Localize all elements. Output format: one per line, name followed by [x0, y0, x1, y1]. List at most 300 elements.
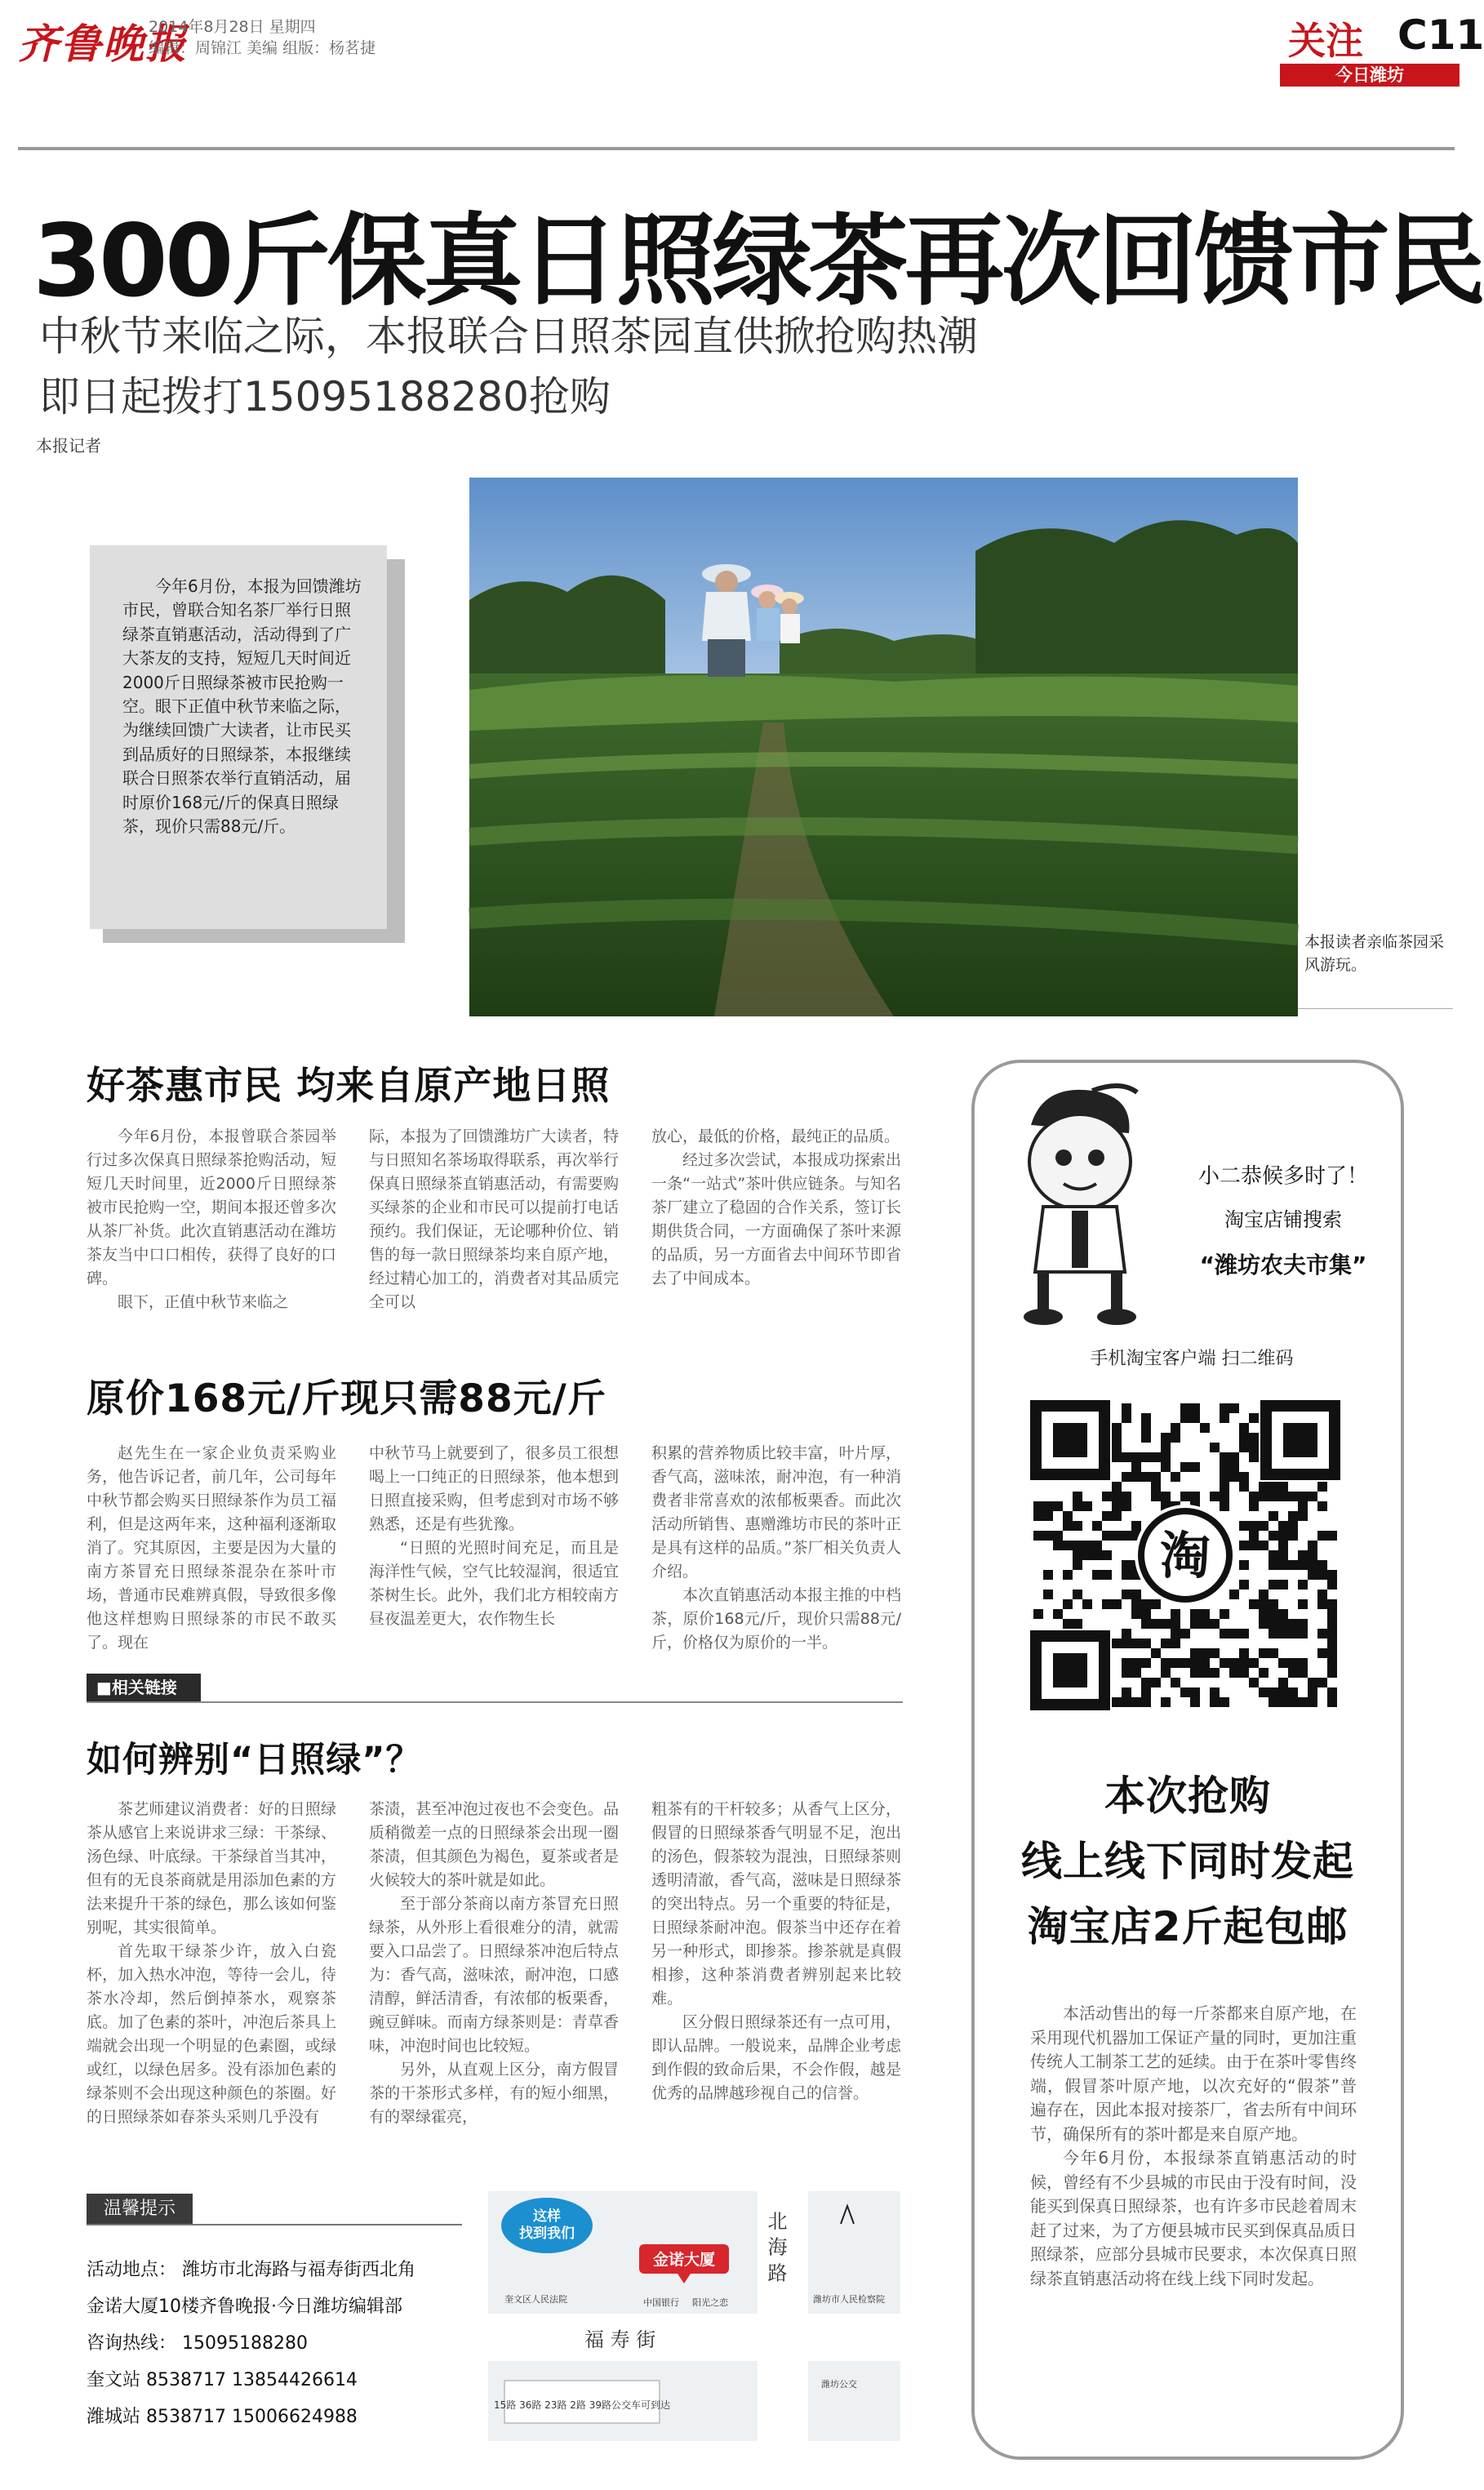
qr-module — [1043, 1531, 1053, 1541]
related-col3 — [651, 1798, 901, 2149]
qr-module — [1229, 1403, 1239, 1413]
qr-module — [1102, 1492, 1112, 1501]
qr-module — [1269, 1599, 1278, 1609]
map-road-fushou — [488, 2314, 900, 2361]
qr-module — [1151, 1599, 1161, 1609]
paragraph: 首先取干绿茶少许，放入白瓷杯，加入热水冲泡，等待一会儿，待茶水冷却，然后倒掉茶水，观察茶底。加了色素的茶叶，冲泡后茶具上端就会出现一个明显的色素圈，或绿或红，以绿色居多。没有添加色素的绿茶则不会出现这种颜色的茶圈。好的日照绿茶如春茶头采则几乎没有 — [87, 1942, 336, 2126]
qr-module — [1317, 1599, 1327, 1609]
qr-module — [1131, 1609, 1141, 1619]
qr-module — [1288, 1629, 1298, 1639]
qr-module — [1092, 1550, 1102, 1560]
section2-body — [87, 1442, 903, 1652]
qr-module — [1210, 1648, 1220, 1658]
paragraph: 眼下，正值中秋节来临之 — [118, 1293, 289, 1311]
qr-module — [1073, 1492, 1082, 1501]
panel-search-hint: 淘宝店铺搜索 — [1224, 1208, 1342, 1231]
qr-module — [1298, 1697, 1308, 1707]
page-number: C11 — [1397, 11, 1484, 59]
qr-module — [1220, 1609, 1229, 1619]
qr-module — [1269, 1687, 1278, 1697]
qr-module — [1141, 1452, 1151, 1462]
qr-module — [1308, 1687, 1317, 1697]
subheadline-2: 即日起拨打15095188280抢购 — [39, 373, 611, 420]
qr-module — [1239, 1521, 1249, 1531]
paragraph: 粗茶有的干杆较多；从香气上区分，假冒的日照绿茶香气明显不足，泡出的汤色，假茶较为混浊，日照绿茶则透明清澈，香气高，滋味是日照绿茶的突出特点。另一个重要的特征是，日照绿茶耐冲泡。假茶当中还存在着另一种形式，即掺茶。掺茶就是真假相掺，这种茶消费者辨别起来比较难。 — [651, 1800, 901, 2008]
qr-module — [1180, 1403, 1190, 1413]
qr-module — [1308, 1541, 1317, 1550]
qr-module — [1288, 1531, 1298, 1541]
qr-module — [1122, 1560, 1131, 1570]
qr-module — [1249, 1678, 1259, 1687]
qr-module — [1259, 1482, 1269, 1492]
qr-module — [1171, 1658, 1180, 1668]
qr-module — [1131, 1521, 1141, 1531]
qr-module — [1229, 1629, 1239, 1639]
qr-module — [1033, 1531, 1043, 1541]
promo-line-3: 淘宝店2斤起包邮 — [1027, 1903, 1348, 1950]
qr-module — [1063, 1619, 1073, 1629]
qr-module — [1229, 1452, 1239, 1462]
qr-module — [1151, 1452, 1161, 1462]
qr-module — [1043, 1501, 1053, 1511]
qr-module — [1190, 1697, 1200, 1707]
qr-module — [1327, 1580, 1337, 1590]
related-title: 如何辨别“日照绿”？ — [87, 1740, 422, 1781]
qr-module — [1239, 1423, 1249, 1433]
qr-module — [1073, 1521, 1082, 1531]
qr-module — [1122, 1570, 1131, 1580]
tea-garden-illustration — [469, 478, 1298, 1016]
qr-module — [1298, 1580, 1308, 1590]
qr-module — [1122, 1472, 1131, 1482]
qr-module — [1141, 1599, 1151, 1609]
qr-module — [1249, 1413, 1259, 1423]
qr-module — [1317, 1531, 1327, 1541]
qr-module — [1239, 1668, 1249, 1678]
qr-module — [1249, 1452, 1259, 1462]
related-body — [87, 1798, 903, 2149]
svg-text:金诺大厦: 金诺大厦 — [652, 2251, 716, 2269]
qr-module — [1220, 1472, 1229, 1482]
qr-module — [1122, 1501, 1131, 1511]
qr-module — [1112, 1531, 1122, 1541]
qr-module — [1112, 1697, 1122, 1707]
qr-module — [1131, 1590, 1141, 1599]
panel-shop-name: “潍坊农夫市集” — [1199, 1252, 1367, 1278]
qr-module — [1239, 1443, 1249, 1452]
qr-module — [1317, 1678, 1327, 1687]
qr-module — [1220, 1452, 1229, 1462]
qr-module — [1239, 1541, 1249, 1550]
section1-col2 — [369, 1125, 619, 1321]
qr-module — [1151, 1492, 1161, 1501]
qr-module — [1220, 1658, 1229, 1668]
tip-location: 活动地点： 潍坊市北海路与福寿街西北角 — [87, 2260, 415, 2280]
qr-module — [1131, 1639, 1141, 1648]
poi-bus-company: 潍坊公交 — [821, 2379, 857, 2390]
qr-module — [1190, 1658, 1200, 1668]
qr-module — [1151, 1678, 1161, 1687]
qr-module — [1053, 1541, 1063, 1550]
qr-module — [1122, 1590, 1131, 1599]
qr-module — [1249, 1541, 1259, 1550]
qr-module — [1112, 1482, 1122, 1492]
qr-module — [1112, 1423, 1122, 1433]
taobao-qr-code[interactable] — [1030, 1400, 1340, 1710]
qr-module — [1161, 1452, 1171, 1462]
qr-module — [1288, 1658, 1298, 1668]
svg-text:找到我们: 找到我们 — [519, 2225, 575, 2242]
map-road-label-v: 北 海 路 — [764, 2211, 787, 2283]
qr-module — [1259, 1619, 1269, 1629]
qr-module — [1239, 1482, 1249, 1492]
qr-module — [1053, 1501, 1063, 1511]
qr-module — [1210, 1687, 1220, 1697]
qr-module — [1122, 1629, 1131, 1639]
qr-module — [1269, 1482, 1278, 1492]
qr-module — [1141, 1423, 1151, 1433]
qr-module — [1122, 1687, 1131, 1697]
qr-module — [1298, 1511, 1308, 1521]
qr-module — [1151, 1472, 1161, 1482]
qr-module — [1063, 1511, 1073, 1521]
qr-module — [1288, 1697, 1298, 1707]
qr-module — [1259, 1648, 1269, 1658]
tip-weicheng-station: 潍城站 8538717 15006624988 — [87, 2407, 358, 2427]
qr-module — [1278, 1658, 1288, 1668]
paragraph: 经过多次尝试，本报成功探索出一条“一站式”茶叶供应链条。与知名茶厂建立了稳固的合作关系，签订长期供货合同，一方面确保了茶叶来源的品质，另一方面省去中间环节即省去了中间成本。 — [651, 1151, 901, 1287]
qr-module — [1102, 1599, 1112, 1609]
panel-greeting: 小二恭候多时了！ — [1197, 1164, 1368, 1189]
paragraph: 赵先生在一家企业负责采购业务，他告诉记者，前几年，公司每年中秋节都会购买日照绿茶作为员工福利，但是这两年来，这种福利逐渐取消了。究其原因，主要是因为大量的南方茶冒充日照绿茶混杂在茶叶市场，普通市民难辨真假，导致很多像他这样想购日照绿茶的市民不敢买了。现在 — [87, 1444, 336, 1652]
qr-module — [1053, 1609, 1063, 1619]
qr-module — [1092, 1541, 1102, 1550]
qr-module — [1278, 1678, 1288, 1687]
qr-module — [1141, 1433, 1151, 1443]
qr-module — [1269, 1550, 1278, 1560]
qr-module — [1171, 1472, 1180, 1482]
qr-module — [1278, 1550, 1288, 1560]
qr-module — [1298, 1501, 1308, 1511]
qr-module — [1298, 1560, 1308, 1570]
qr-module — [1200, 1658, 1210, 1668]
qr-module — [1239, 1560, 1249, 1570]
qr-module — [1141, 1619, 1151, 1629]
qr-module — [1229, 1590, 1239, 1599]
paragraph: 中秋节马上就要到了，很多员工很想喝上一口纯正的日照绿茶，他本想到日照直接采购，但考虑到对市场不够熟悉，还是有些犹豫。 — [369, 1444, 619, 1533]
qr-module — [1317, 1629, 1327, 1639]
qr-module — [1220, 1403, 1229, 1413]
qr-module — [1288, 1668, 1298, 1678]
related-link-tag: ■相关链接 — [87, 1674, 201, 1701]
qr-module — [1288, 1511, 1298, 1521]
qr-module — [1249, 1658, 1259, 1668]
qr-module — [1269, 1560, 1278, 1570]
svg-text:淘: 淘 — [1159, 1526, 1211, 1585]
qr-module — [1298, 1619, 1308, 1629]
promo-line-1: 本次抢购 — [1104, 1772, 1271, 1820]
editor-credits: 编辑：周锦江 美编 组版：杨茗捷 — [149, 39, 376, 57]
qr-module — [1151, 1619, 1161, 1629]
qr-module — [1317, 1648, 1327, 1658]
qr-module — [1063, 1541, 1073, 1550]
qr-module — [1033, 1511, 1043, 1521]
section1-title: 好茶惠市民 均来自原产地日照 — [87, 1064, 611, 1109]
qr-module — [1082, 1501, 1092, 1511]
qr-module — [1259, 1492, 1269, 1501]
qr-module — [1288, 1521, 1298, 1531]
qr-module — [1288, 1492, 1298, 1501]
qr-module — [1171, 1639, 1180, 1648]
paragraph: 区分假日照绿茶还有一点可用，即认品牌。一般说来，品牌企业考虑到作假的致命后果，不会作假，越是优秀的品牌越珍视自己的信誉。 — [651, 2013, 901, 2102]
qr-module — [1278, 1580, 1288, 1590]
qr-module — [1073, 1550, 1082, 1560]
qr-module — [1151, 1482, 1161, 1492]
qr-module — [1112, 1599, 1122, 1609]
qr-module — [1063, 1521, 1073, 1531]
photo-caption: 本报读者亲临茶园采风游玩。 — [1304, 933, 1445, 974]
qr-module — [1278, 1697, 1288, 1707]
qr-module — [1210, 1619, 1220, 1629]
qr-module — [1288, 1619, 1298, 1629]
qr-module — [1327, 1658, 1337, 1668]
qr-module — [1190, 1687, 1200, 1697]
poi-court: 奎文区人民法院 — [504, 2294, 567, 2305]
paragraph: 放心，最低的价格，最纯正的品质。 — [651, 1127, 900, 1145]
qr-module — [1249, 1531, 1259, 1541]
qr-module — [1229, 1658, 1239, 1668]
shop-mascot — [994, 1076, 1157, 1329]
qr-module — [1288, 1560, 1298, 1570]
poi-sunshine: 阳光之恋 — [692, 2297, 728, 2308]
qr-module — [1180, 1687, 1190, 1697]
qr-module — [1269, 1629, 1278, 1639]
qr-module — [1278, 1629, 1288, 1639]
qr-module — [1210, 1443, 1220, 1452]
qr-module — [1141, 1658, 1151, 1668]
qr-module — [1073, 1619, 1082, 1629]
qr-module — [1082, 1541, 1092, 1550]
tip-kuiwen-station: 奎文站 8538717 13854426614 — [87, 2370, 358, 2390]
section-tag: 今日潍坊 — [1280, 64, 1460, 87]
panel-body-text — [1030, 2002, 1357, 2291]
qr-module — [1200, 1668, 1210, 1678]
headline: 300斤保真日照绿茶再次回馈市民 — [33, 203, 1483, 319]
qr-module — [1220, 1629, 1229, 1639]
qr-module — [1327, 1648, 1337, 1658]
qr-module — [1317, 1501, 1327, 1511]
paragraph: 积累的营养物质比较丰富，叶片厚，香气高，滋味浓，耐冲泡，有一种消费者非常喜欢的浓郁板栗香。而此次活动所销售、惠赠潍坊市民的茶叶正是具有这样的品质。”茶厂相关负责人介绍。 — [651, 1444, 901, 1581]
qr-module — [1200, 1619, 1210, 1629]
qr-module — [1278, 1541, 1288, 1550]
qr-module — [1278, 1560, 1288, 1570]
qr-module — [1161, 1462, 1171, 1472]
taobao-logo-icon — [1135, 1505, 1236, 1606]
qr-module — [1122, 1658, 1131, 1668]
panel-scan-hint: 手机淘宝客户端 扫二维码 — [1090, 1349, 1294, 1369]
qr-module — [1141, 1472, 1151, 1482]
qr-module — [1269, 1511, 1278, 1521]
section1-body — [87, 1125, 903, 1321]
qr-module — [1308, 1492, 1317, 1501]
qr-module — [1269, 1580, 1278, 1590]
qr-module — [1220, 1492, 1229, 1501]
qr-module — [1327, 1629, 1337, 1639]
qr-module — [1082, 1550, 1092, 1560]
qr-module — [1308, 1560, 1317, 1570]
paragraph: “日照的光照时间充足，而且是海洋性气候，空气比较湿润，很适宜茶树生长。此外，我们北方相较南方昼夜温差更大，农作物生长 — [369, 1539, 619, 1628]
qr-module — [1298, 1492, 1308, 1501]
qr-module — [1112, 1511, 1122, 1521]
qr-module — [1131, 1658, 1141, 1668]
qr-module — [1298, 1550, 1308, 1560]
qr-module — [1141, 1697, 1151, 1707]
qr-module — [1269, 1648, 1278, 1658]
qr-module — [1171, 1619, 1180, 1629]
qr-module — [1161, 1639, 1171, 1648]
poi-procuratorate: 潍坊市人民检察院 — [813, 2294, 885, 2305]
promo-line-2: 线上线下同时发起 — [1021, 1838, 1354, 1885]
paragraph: 茶艺师建议消费者：好的日照绿茶从感官上来说讲求三绿：干茶绿、汤色绿、叶底绿。干茶绿首当其冲，但有的无良茶商就是用添加色素的方法来提升干茶的绿色，那么该如何鉴别呢，其实很简单。 — [87, 1800, 336, 1936]
intro-box: 今年6月份，本报为回馈潍坊市民，曾联合知名茶厂举行日照绿茶直销惠活动，活动得到了广大茶友的支持，短短几天时间近2000斤日照绿茶被市民抢购一空。眼下正值中秋节来临之际，为继续回馈广大读者，让市民买到品质好的日照绿茶，本报继续联合日照茶农举行直销活动，届时原价168元/斤的保真日照绿茶，现价只需88元/斤。 — [90, 545, 387, 929]
qr-module — [1112, 1433, 1122, 1443]
qr-module — [1131, 1452, 1141, 1462]
qr-module — [1131, 1697, 1141, 1707]
qr-module — [1327, 1531, 1337, 1541]
qr-module — [1327, 1609, 1337, 1619]
paragraph: 本活动售出的每一斤茶都来自原产地，在采用现代机器加工保证产量的同时，更加注重传统人工制茶工艺的延续。由于在茶叶零售终端，假冒茶叶原产地，以次充好的“假茶”普遍存在，因此本报对接茶厂，省去所有中间环节，确保所有的茶叶都是来自原产地。 — [1030, 2003, 1357, 2144]
qr-module — [1317, 1570, 1327, 1580]
qr-module — [1112, 1492, 1122, 1501]
qr-module — [1308, 1570, 1317, 1580]
qr-module — [1141, 1413, 1151, 1423]
qr-module — [1122, 1403, 1131, 1413]
qr-module — [1092, 1521, 1102, 1531]
qr-module — [1200, 1423, 1210, 1433]
subheadline-1: 中秋节来临之际，本报联合日照茶园直供掀抢购热潮 — [39, 313, 978, 360]
tip-address: 金诺大厦10楼齐鲁晚报·今日潍坊编辑部 — [87, 2297, 402, 2317]
qr-module — [1327, 1619, 1337, 1629]
paragraph: 茶渍，甚至冲泡过夜也不会变色。品质稍微差一点的日照绿茶会出现一圈茶渍，但其颜色为褐色，夏茶或者是火候较大的茶叶就是如此。 — [369, 1800, 619, 1889]
qr-module — [1053, 1531, 1063, 1541]
qr-module — [1259, 1687, 1269, 1697]
qr-module — [1190, 1609, 1200, 1619]
related-col2 — [369, 1798, 619, 2149]
qr-module — [1161, 1492, 1171, 1501]
qr-module — [1229, 1462, 1239, 1472]
qr-module — [1327, 1697, 1337, 1707]
qr-module — [1190, 1462, 1200, 1472]
qr-module — [1131, 1599, 1141, 1609]
qr-module — [1073, 1590, 1082, 1599]
qr-module — [1161, 1668, 1171, 1678]
qr-module — [1171, 1423, 1180, 1433]
qr-module — [1141, 1639, 1151, 1648]
qr-module — [1220, 1482, 1229, 1492]
qr-module — [1210, 1492, 1220, 1501]
qr-module — [1190, 1403, 1200, 1413]
qr-module — [1122, 1697, 1131, 1707]
qr-module — [1278, 1521, 1288, 1531]
qr-module — [1151, 1648, 1161, 1658]
paragraph: 今年6月份，本报曾联合茶园举行过多次保真日照绿茶抢购活动，短短几天时间里，近2000斤日照绿茶被市民抢购一空，期间本报还曾多次从茶厂补货。此次直销惠活动在潍坊茶友当中口口相传，获得了良好的口碑。 — [87, 1127, 336, 1287]
tips-rule — [87, 2224, 462, 2225]
qr-module — [1200, 1648, 1210, 1658]
section2-col1 — [87, 1442, 336, 1652]
tips-tag: 温馨提示 — [87, 2194, 193, 2225]
qr-module — [1278, 1492, 1288, 1501]
qr-module — [1210, 1697, 1220, 1707]
qr-module — [1327, 1570, 1337, 1580]
tea-garden-photo — [469, 478, 1298, 1016]
qr-module — [1122, 1452, 1131, 1462]
qr-module — [1102, 1570, 1112, 1580]
qr-module — [1269, 1609, 1278, 1619]
qr-module — [1249, 1599, 1259, 1609]
qr-module — [1259, 1521, 1269, 1531]
map-road-label-h: 福 寿 街 — [584, 2328, 656, 2351]
tip-hotline: 咨询热线： 15095188280 — [87, 2333, 308, 2354]
qr-module — [1200, 1609, 1210, 1619]
qr-module — [1249, 1433, 1259, 1443]
qr-module — [1269, 1619, 1278, 1629]
qr-module — [1249, 1521, 1259, 1531]
qr-module — [1180, 1658, 1190, 1668]
section2-col2 — [369, 1442, 619, 1646]
qr-module — [1190, 1619, 1200, 1629]
qr-module — [1278, 1687, 1288, 1697]
qr-module — [1180, 1629, 1190, 1639]
qr-module — [1131, 1668, 1141, 1678]
qr-module — [1259, 1668, 1269, 1678]
paragraph: 至于部分茶商以南方茶冒充日照绿茶，从外形上看很难分的清，就需要入口品尝了。日照绿茶冲泡后特点为：香气高，滋味浓，耐冲泡，口感清醇，鲜活清香，有浓郁的板栗香，豌豆鲜味。而南方绿茶则是：青草香味，冲泡时间也比较短。 — [369, 1895, 619, 2055]
qr-module — [1073, 1541, 1082, 1550]
qr-module — [1239, 1648, 1249, 1658]
qr-module — [1278, 1609, 1288, 1619]
qr-module — [1033, 1609, 1043, 1619]
section1-col1 — [87, 1125, 336, 1321]
qr-module — [1180, 1413, 1190, 1423]
poi-bank: 中国银行 — [643, 2297, 679, 2308]
qr-module — [1102, 1550, 1112, 1560]
qr-module — [1131, 1462, 1141, 1472]
qr-module — [1122, 1492, 1131, 1501]
qr-module — [1259, 1541, 1269, 1550]
qr-module — [1269, 1697, 1278, 1707]
qr-module — [1161, 1658, 1171, 1668]
qr-module — [1259, 1599, 1269, 1609]
section-name: 关注 — [1288, 19, 1363, 63]
qr-module — [1063, 1599, 1073, 1609]
qr-module — [1308, 1550, 1317, 1560]
related-link-rule — [87, 1701, 903, 1703]
qr-module — [1249, 1501, 1259, 1511]
bus-routes: 15路 36路 23路 2路 39路公交车可到达 — [494, 2399, 670, 2411]
paragraph: 另外，从直观上区分，南方假冒茶的干茶形式多样，有的短小细黑，有的翠绿霍亮， — [369, 2061, 619, 2126]
qr-module — [1317, 1560, 1327, 1570]
byline: 本报记者 — [36, 436, 101, 456]
qr-module — [1180, 1492, 1190, 1501]
qr-module — [1278, 1482, 1288, 1492]
section2-title: 原价168元/斤现只需88元/斤 — [87, 1376, 606, 1421]
qr-module — [1102, 1531, 1112, 1541]
paragraph: 今年6月份，本报绿茶直销惠活动的时候，曾经有不少县城的市民由于没有时间，没能买到保真日照绿茶，也有许多市民趁着周末赶了过来，为了方便县城市民买到保真品质日照绿茶，应部分县城市民要求，本次保真日照绿茶直销惠活动将在线上线下同时发起。 — [1030, 2148, 1357, 2288]
qr-module — [1043, 1570, 1053, 1580]
qr-module — [1278, 1619, 1288, 1629]
qr-module — [1112, 1501, 1122, 1511]
qr-module — [1161, 1619, 1171, 1629]
qr-module — [1112, 1452, 1122, 1462]
